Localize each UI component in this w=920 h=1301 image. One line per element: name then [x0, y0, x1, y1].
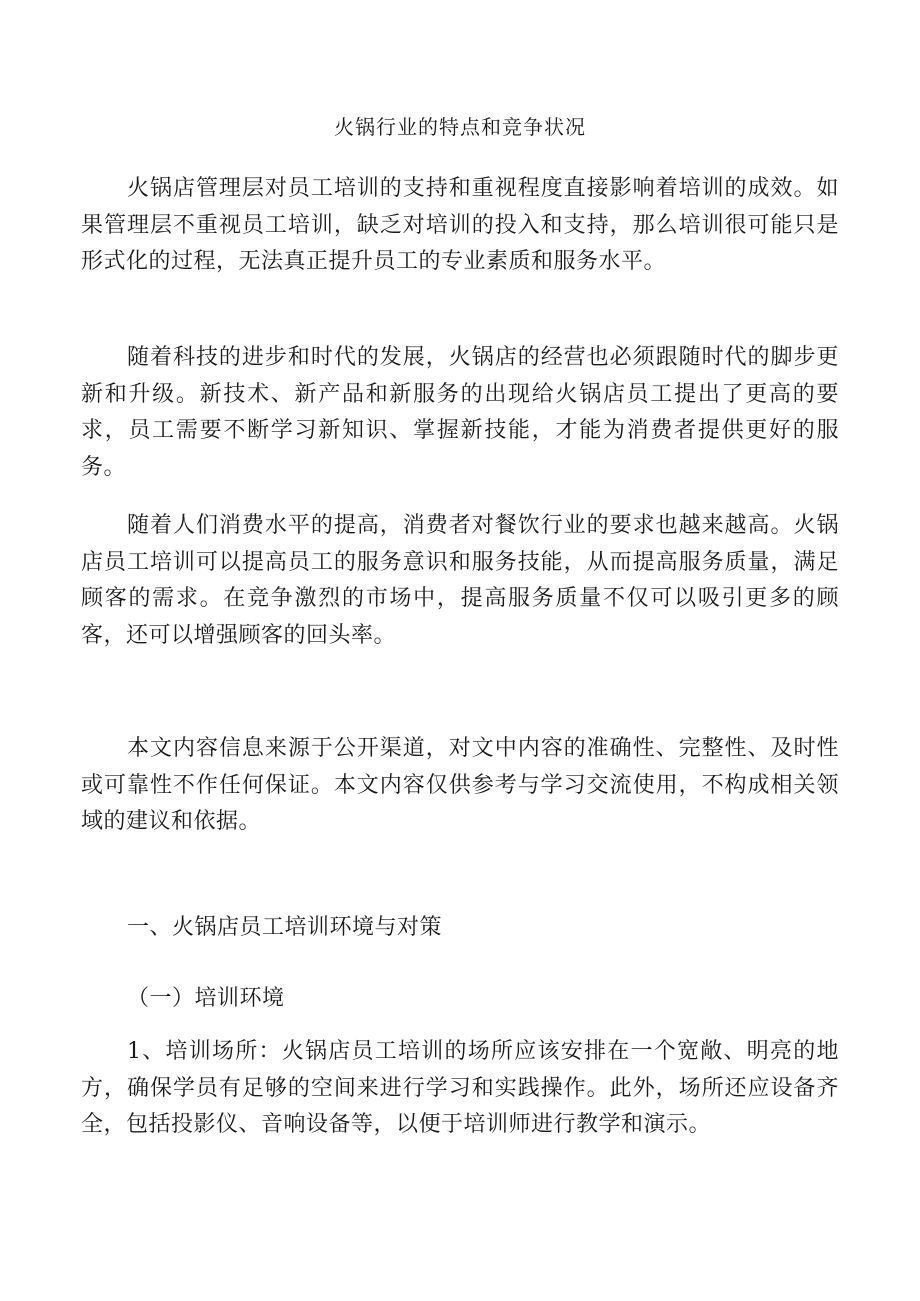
item-paragraph: 1、培训场所：火锅店员工培训的场所应该安排在一个宽敞、明亮的地方，确保学员有足够的空间来进行学习和实践操作。此外，场所还应设备齐全，包括投影仪、音响设备等，以便于培训师进行教学和演示。	[81, 1039, 839, 1137]
disclaimer-paragraph: 本文内容信息来源于公开渠道，对文中内容的准确性、完整性、及时性或可靠性不作任何保证。本文内容仅供参考与学习交流使用，不构成相关领域的建议和依据。	[81, 736, 839, 834]
document-title: 火锅行业的特点和竞争状况	[334, 115, 586, 139]
subsection-heading: （一）培训环境	[127, 986, 285, 1011]
body-paragraph: 火锅店管理层对员工培训的支持和重视程度直接影响着培训的成效。如果管理层不重视员工培训，缺乏对培训的投入和支持，那么培训很可能只是形式化的过程，无法真正提升员工的专业素质和服务水平。	[81, 176, 839, 274]
section-heading: 一、火锅店员工培训环境与对策	[127, 915, 443, 940]
body-paragraph: 随着科技的进步和时代的发展，火锅店的经营也必须跟随时代的脚步更新和升级。新技术、新产品和新服务的出现给火锅店员工提出了更高的要求，员工需要不断学习新知识、掌握新技能，才能为消费者提供更好的服务。	[81, 345, 839, 480]
body-paragraph: 随着人们消费水平的提高，消费者对餐饮行业的要求也越来越高。火锅店员工培训可以提高员工的服务意识和服务技能，从而提高服务质量，满足顾客的需求。在竞争激烈的市场中，提高服务质量不仅可以吸引更多的顾客，还可以增强顾客的回头率。	[81, 513, 839, 648]
